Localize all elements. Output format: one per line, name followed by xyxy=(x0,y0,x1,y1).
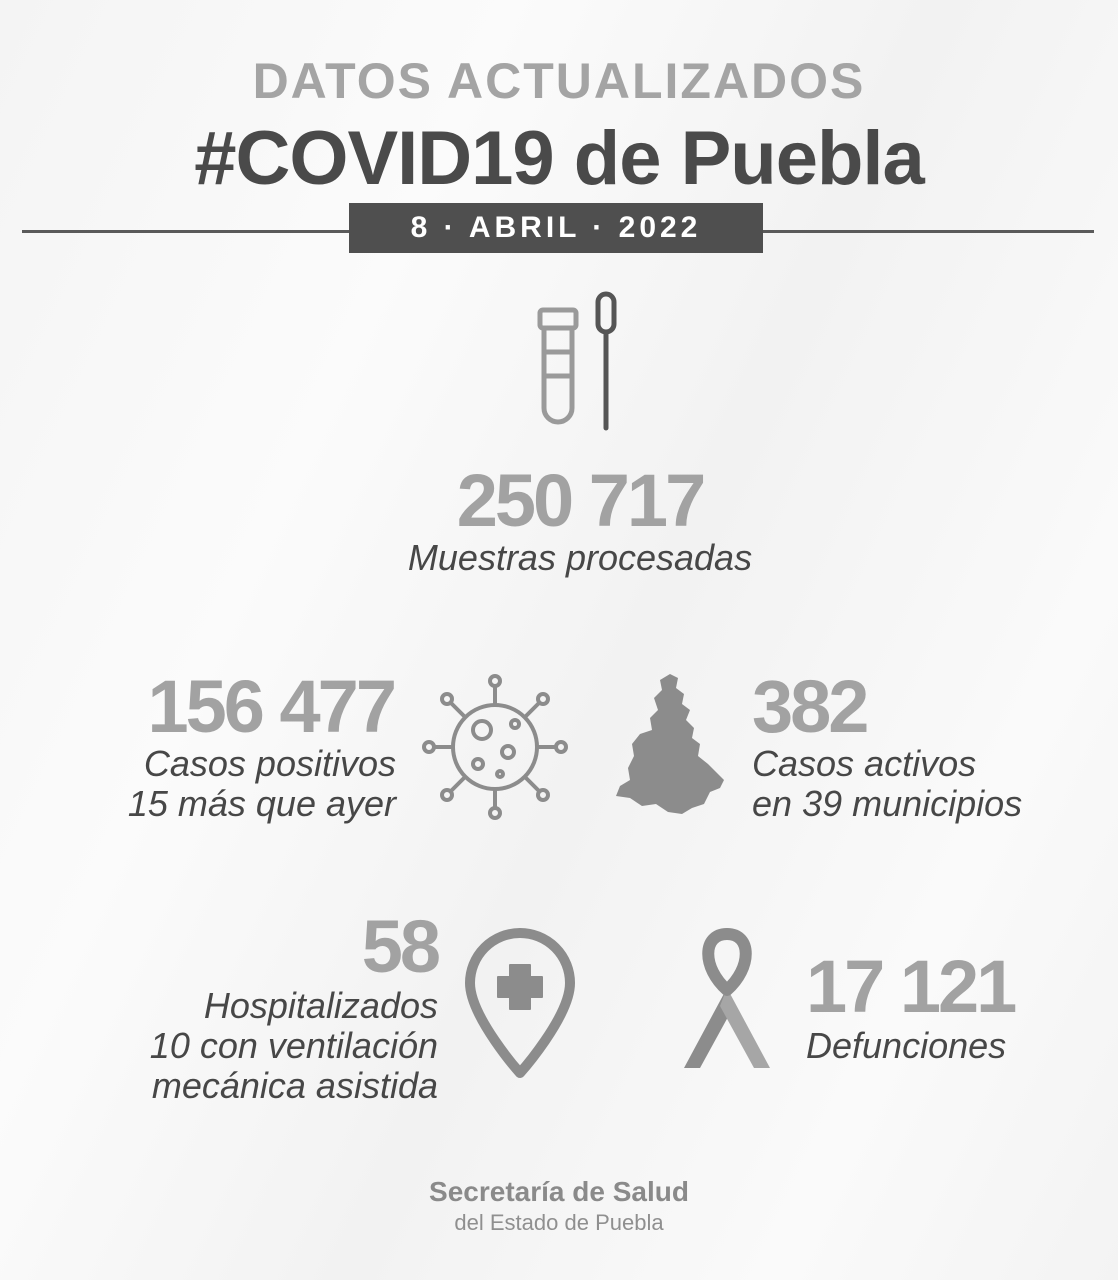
deaths-label: Defunciones xyxy=(806,1025,1007,1066)
hospital-pin-icon xyxy=(460,925,580,1080)
ribbon-icon xyxy=(672,928,782,1078)
virus-icon xyxy=(420,672,570,822)
date-badge: 8 · ABRIL · 2022 xyxy=(349,203,763,253)
hospitalized-label-line2: 10 con ventilación xyxy=(149,1025,438,1066)
page-title: #COVID19 de Puebla xyxy=(194,116,924,201)
positive-value: 156 477 xyxy=(147,665,394,748)
tests-value: 250 717 xyxy=(456,459,704,542)
active-value: 382 xyxy=(752,665,867,748)
puebla-map-icon xyxy=(612,672,727,817)
divider-right xyxy=(762,230,1094,233)
active-label-line1: Casos activos xyxy=(752,743,977,784)
footer-organization: Secretaría de Salud xyxy=(429,1176,689,1207)
header-kicker: DATOS ACTUALIZADOS xyxy=(252,53,866,109)
test-tube-swab-icon xyxy=(528,290,628,435)
active-label-line2: en 39 municipios xyxy=(752,783,1023,824)
hospitalized-label-line1: Hospitalizados xyxy=(203,985,438,1026)
hospitalized-label-line3: mecánica asistida xyxy=(151,1065,438,1106)
tests-label: Muestras procesadas xyxy=(407,537,753,578)
positive-label-line1: Casos positivos xyxy=(143,743,396,784)
positive-label-line2: 15 más que ayer xyxy=(127,783,396,824)
footer-suborganization: del Estado de Puebla xyxy=(454,1210,664,1235)
deaths-value: 17 121 xyxy=(806,945,1015,1028)
hospitalized-value: 58 xyxy=(361,905,438,988)
divider-left xyxy=(22,230,350,233)
